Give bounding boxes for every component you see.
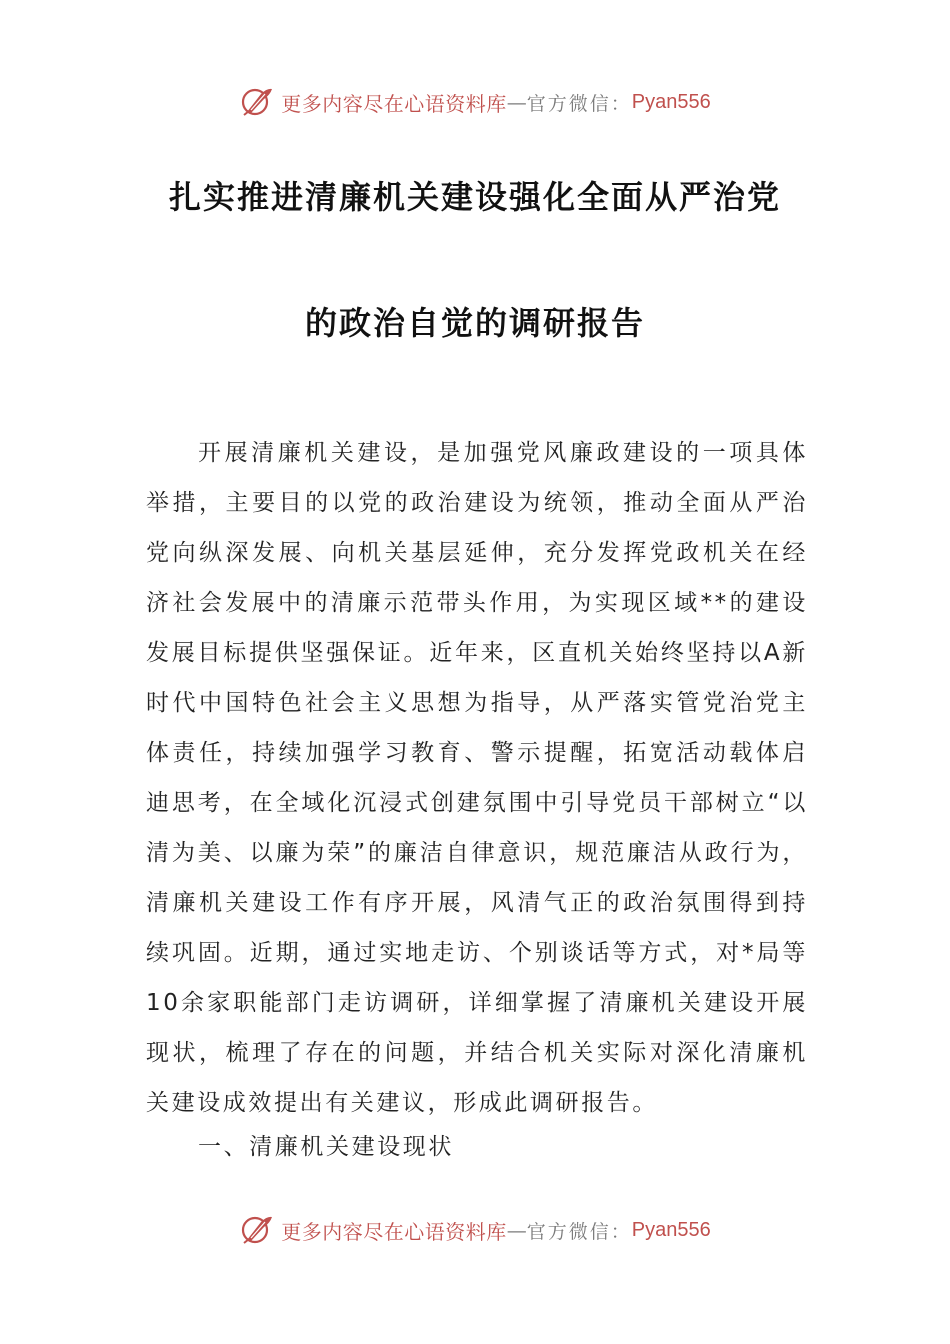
body-paragraph: 开展清廉机关建设，是加强党风廉政建设的一项具体举措，主要目的以党的政治建设为统领，推动全面从严治党向纵深发展、向机关基层延伸，充分发挥党政机关在经济社会发展中的清廉示范带头作用，为实现区域**的建设发展目标提供坚强保证。近年来，区直机关始终坚持以A新时代中国特色社会主义思想为指导，从严落实管党治党主体责任，持续加强学习教育、警示提醒，拓宽活动载体启迪思考，在全域化沉浸式创建氛围中引导党员干部树立“以清为美、以廉为荣”的廉洁自律意识，规范廉洁从政行为，清廉机关建设工作有序开展，风清气正的政治氛围得到持续巩固。近期，通过实地走访、个别谈话等方式，对*局等10余家职能部门走访调研，详细掌握了清廉机关建设开展现状，梳理了存在的问题，并结合机关实际对深化清廉机关建设成效提出有关建议，形成此调研报告。 xyxy=(146,440,808,1116)
quill-pen-logo-icon xyxy=(239,84,275,120)
watermark-separator: — xyxy=(506,1218,527,1242)
watermark-separator: — xyxy=(506,90,527,114)
header-watermark xyxy=(0,80,950,124)
watermark-text: 更多内容尽在心语资料库 xyxy=(281,91,507,116)
watermark-wechat-id: Pyan556 xyxy=(631,1218,711,1241)
quill-pen-logo-icon xyxy=(239,1212,275,1248)
footer-watermark xyxy=(0,1208,950,1252)
watermark-wechat-id: Pyan556 xyxy=(631,90,711,113)
watermark-text: 更多内容尽在心语资料库 xyxy=(281,1219,507,1244)
document-title-line-2: 的政治自觉的调研报告 xyxy=(304,304,645,342)
section-heading: 一、清廉机关建设现状 xyxy=(198,1134,454,1160)
watermark-official-label: 官方微信： xyxy=(526,92,632,115)
watermark-official-label: 官方微信： xyxy=(526,1220,632,1243)
document-title-line-1: 扎实推进清廉机关建设强化全面从严治党 xyxy=(168,178,781,216)
